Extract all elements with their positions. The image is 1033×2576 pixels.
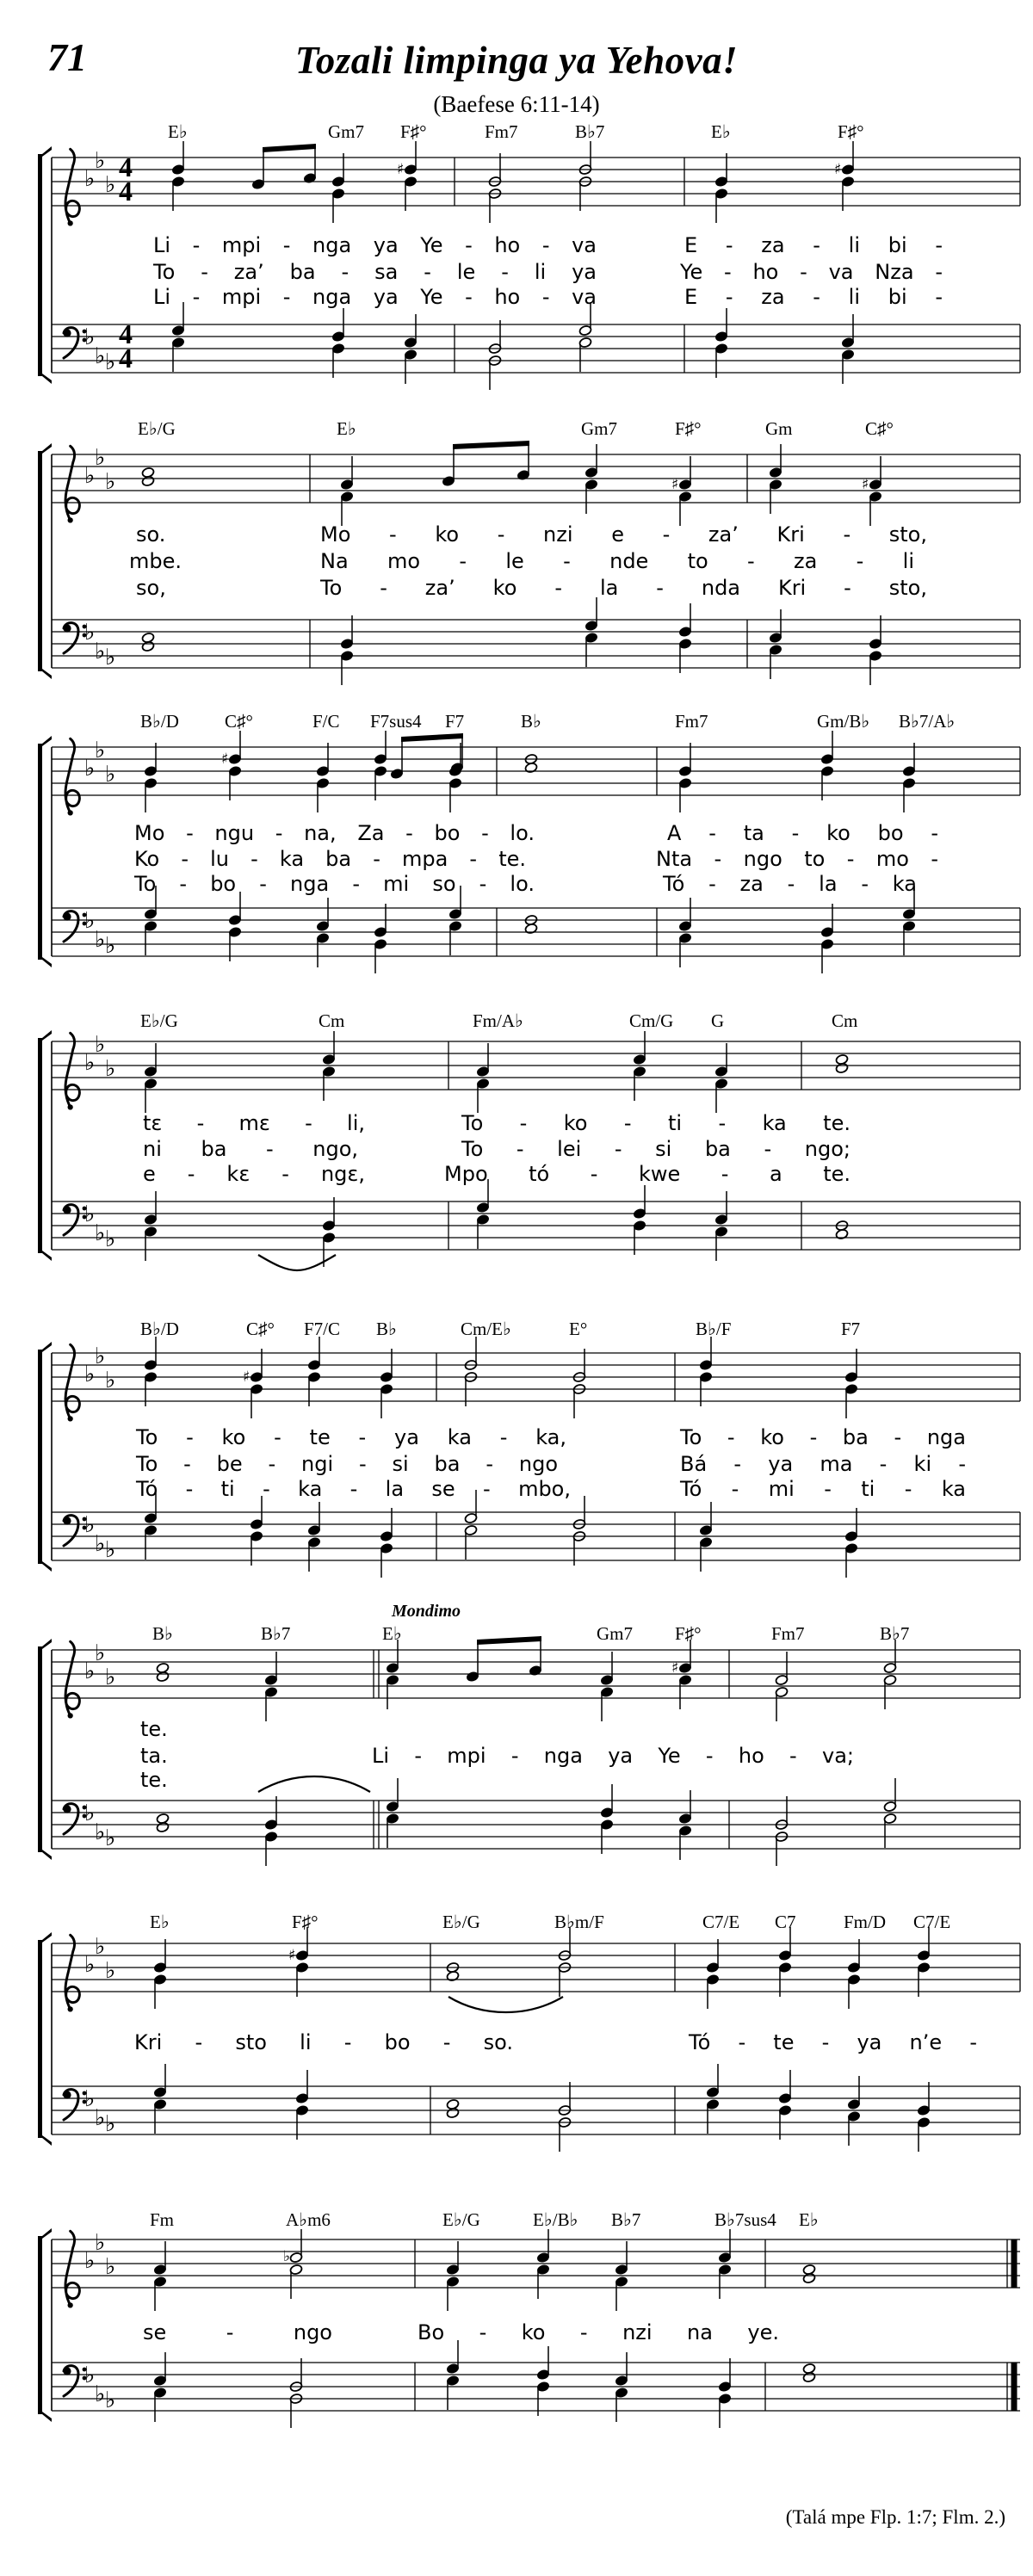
slur [258, 1776, 370, 1792]
lyric-segment: To - be - ngi - si ba - ngo [136, 1452, 558, 1476]
notehead [802, 2371, 816, 2382]
chord-symbol: B♭7 [261, 1623, 291, 1644]
flat-icon: ♭ [105, 2388, 116, 2413]
flat-icon: ♭ [95, 738, 106, 763]
system-bracket [38, 1646, 42, 1852]
flat-icon: ♭ [95, 927, 106, 953]
chord-symbol: B♭7sus4 [714, 2209, 776, 2230]
treble-clef-icon [65, 738, 79, 815]
chord-symbol: Fm7 [485, 121, 518, 142]
chord-symbol: F7 [445, 711, 465, 732]
bracket-tip-top [42, 1932, 52, 1943]
time-signature-top: 4 [119, 151, 133, 182]
lyric-segment: Ye - ho - va Nza - [680, 260, 943, 284]
flat-icon: ♭ [84, 324, 96, 350]
treble-clef-icon [65, 1935, 79, 2011]
flat-icon: ♭ [84, 1512, 96, 1538]
chord-symbol: E♭ [337, 418, 356, 439]
chord-symbol: C♯° [865, 418, 894, 439]
flat-icon: ♭ [105, 1958, 116, 1984]
flat-icon: ♭ [105, 1226, 116, 1252]
lyric-segment: Kri - sto li - bo - so. [134, 2030, 513, 2054]
bracket-tip-top [42, 1639, 52, 1649]
chord-symbol: Fm/A♭ [473, 1010, 523, 1031]
lyric-segment: E - za - li bi - [684, 233, 943, 257]
lyric-segment: tɛ - mɛ - li, [143, 1111, 365, 1135]
chord-symbol: B♭ [376, 1319, 397, 1339]
slur [448, 1997, 563, 2012]
time-signature-bottom: 4 [119, 343, 133, 374]
bass-clef-icon [63, 1804, 86, 1834]
notehead [446, 2107, 460, 2118]
lyric-segment: mbe. [129, 549, 182, 573]
chord-symbol: C7 [775, 1912, 796, 1932]
beam [263, 144, 316, 152]
flat-icon: ♭ [84, 166, 96, 192]
flat-icon: ♭ [95, 1344, 106, 1369]
chord-symbol: Cm [832, 1010, 858, 1031]
treble-clef-icon [65, 1344, 79, 1421]
chord-symbol: E♭/G [140, 1010, 178, 1031]
lyric-segment: Li - mpi - nga ya Ye - ho - va [153, 233, 597, 257]
chord-symbol: F♯° [675, 418, 702, 439]
lyric-segment: To - lei - si ba - ngo; [461, 1137, 851, 1161]
chord-symbol: B♭7 [880, 1623, 910, 1644]
treble-clef-icon [65, 446, 79, 522]
notehead [141, 640, 155, 652]
flat-icon: ♭ [105, 1368, 116, 1393]
flat-icon: ♭ [95, 343, 106, 369]
lyric-segment: To - ko - te - ya ka - ka, [136, 1425, 566, 1449]
chord-symbol: F♯° [400, 121, 427, 142]
system-bracket [38, 2236, 42, 2414]
bass-clef-icon [63, 2090, 86, 2120]
bracket-tip-top [42, 443, 52, 454]
lyric-segment: Nta - ngo to - mo - [656, 847, 938, 871]
sharp-icon: ♯ [288, 1947, 296, 1964]
lyric-segment: To - za’ ko - la - nda Kri - sto, [320, 576, 927, 600]
lyric-segment: so. [136, 522, 166, 547]
treble-clef-icon [65, 1641, 79, 1718]
sharp-icon: ♯ [221, 751, 229, 768]
chord-symbol: B♭7 [611, 2209, 641, 2230]
flat-icon: ♭ [84, 463, 96, 489]
system-bracket [38, 1350, 42, 1564]
flat-icon: ♭ [105, 349, 116, 375]
bass-clef-icon [63, 623, 86, 653]
lyric-segment: To - ko - ti - ka te. [461, 1111, 851, 1135]
time-signature-top: 4 [119, 318, 133, 349]
chord-symbol: E♭ [150, 1912, 170, 1932]
lyric-segment: Li - mpi - nga ya Ye - ho - va; [372, 1744, 854, 1768]
bracket-tip-bottom [42, 2135, 52, 2146]
lyric-segment: ta. [140, 1744, 168, 1768]
chord-symbol: F♯° [838, 121, 864, 142]
chord-symbol: E♭ [799, 2209, 819, 2230]
chord-symbol: E♭ [168, 121, 188, 142]
hymn-number: 71 [47, 35, 87, 79]
lyric-segment: Na mo - le - nde to - za - li [320, 549, 914, 573]
beam [401, 733, 463, 742]
hymn-title: Tozali limpinga ya Yehova! [294, 39, 739, 82]
sharp-icon: ♯ [862, 476, 869, 493]
time-signature-bottom: 4 [119, 176, 133, 207]
chord-symbol: A♭m6 [286, 2209, 331, 2230]
notehead [802, 2272, 816, 2283]
system-bracket [38, 744, 42, 960]
lyric-segment: te. [140, 1768, 168, 1792]
chord-symbol: C♯° [225, 711, 253, 732]
chord-symbol: Fm [150, 2209, 175, 2230]
lyric-segment: Tó - za - la - ka [663, 872, 917, 896]
lyric-segment: Bá - ya ma - ki - [680, 1452, 966, 1476]
chord-symbol: Gm [765, 418, 793, 439]
flat-icon: ♭ [95, 1032, 106, 1058]
flat-icon: ♭ [105, 1537, 116, 1563]
chord-symbol: E♭/G [442, 1912, 480, 1932]
system-bracket [38, 451, 42, 671]
lyric-segment: To - za’ ba - sa - le - li ya [153, 260, 597, 284]
sharp-icon: ♯ [671, 476, 679, 493]
chord-symbol: Cm [319, 1010, 345, 1031]
chord-symbol: B♭/D [140, 1319, 179, 1339]
flat-icon: ♭ [84, 2363, 96, 2388]
sharp-icon: ♯ [671, 1659, 679, 1677]
lyric-segment: Li - mpi - nga ya Ye - ho - va [153, 285, 597, 309]
bass-clef-icon [63, 2366, 86, 2396]
notehead [156, 1671, 170, 1682]
flat-icon: ♭ [105, 645, 116, 670]
chord-symbol: Gm7 [328, 121, 364, 142]
flat-icon: ♭ [84, 756, 96, 781]
lyric-segment: Mo - ngu - na, Za - bo - lo. [134, 821, 535, 845]
lyric-segment: Ko - lu - ka ba - mpa - te. [134, 847, 526, 871]
bracket-tip-bottom [42, 1561, 52, 1572]
bass-clef-icon [63, 1516, 86, 1546]
chord-symbol: F♯° [292, 1912, 319, 1932]
lyric-segment: A - ta - ko bo - [667, 821, 938, 845]
bracket-tip-top [42, 736, 52, 746]
flat-icon: ♭ [95, 2381, 106, 2407]
bracket-tip-bottom [42, 1251, 52, 1261]
system-bracket [38, 1038, 42, 1253]
bracket-tip-bottom [42, 2412, 52, 2422]
chord-symbol: Gm/B♭ [817, 711, 870, 732]
flat-icon: ♭ [84, 1801, 96, 1826]
flat-icon: ♭ [95, 1531, 106, 1557]
beam [453, 441, 529, 449]
bracket-tip-bottom [42, 1850, 52, 1860]
flat-icon: ♭ [84, 1952, 96, 1978]
lyric-segment: Tó - ti - ka - la se - mbo, [136, 1477, 571, 1501]
chord-symbol: Fm7 [771, 1623, 805, 1644]
notehead [141, 475, 155, 486]
chord-symbol: E♭/G [442, 2209, 480, 2230]
flat-icon: ♭ [105, 1665, 116, 1690]
bass-clef-icon [63, 328, 86, 358]
flat-icon: ♭ [95, 1819, 106, 1845]
flat-icon: ♭ [84, 1050, 96, 1076]
bass-clef-icon [63, 1205, 86, 1235]
flat-icon: ♭ [95, 148, 106, 174]
bracket-tip-bottom [42, 374, 52, 384]
lyric-segment: ni ba - ngo, [143, 1137, 358, 1161]
flat-icon: ♭ [95, 2230, 106, 2256]
chord-symbol: C7/E [913, 1912, 951, 1932]
chord-symbol: Fm7 [675, 711, 708, 732]
bracket-tip-top [42, 1030, 52, 1041]
chord-symbol: C♯° [246, 1319, 275, 1339]
flat-icon: ♭ [84, 2086, 96, 2112]
chord-symbol: B♭/D [140, 711, 179, 732]
flat-icon: ♭ [105, 2111, 116, 2137]
chord-symbol: Gm7 [597, 1623, 633, 1644]
lyric-segment: Mo - ko - nzi e - za’ Kri - sto, [320, 522, 927, 547]
flat-icon: ♭ [95, 2105, 106, 2131]
section-label-mondimo: Mondimo [392, 1602, 461, 1621]
bass-clef-icon [63, 911, 86, 942]
bracket-tip-bottom [42, 957, 52, 967]
flat-icon: ♭ [95, 639, 106, 664]
chord-symbol: B♭ [152, 1623, 173, 1644]
flat-icon: ♭ [105, 172, 116, 198]
chord-symbol: F7 [841, 1319, 861, 1339]
treble-clef-icon [65, 2231, 79, 2307]
chord-symbol: E♭ [711, 121, 731, 142]
bracket-tip-top [42, 1342, 52, 1352]
treble-clef-icon [65, 149, 79, 225]
chord-symbol: B♭7 [575, 121, 605, 142]
lyric-segment: To - bo - nga - mi so - lo. [134, 872, 535, 896]
system-bracket [38, 154, 42, 376]
lyric-segment: te. [140, 1717, 168, 1741]
chord-symbol: Cm/E♭ [461, 1319, 511, 1339]
scripture-reference: (Baefese 6:11-14) [433, 91, 600, 117]
treble-clef-icon [65, 1033, 79, 1109]
flat-icon: ♭ [84, 2248, 96, 2274]
chord-symbol: G [711, 1010, 725, 1031]
lyric-segment: se - ngo [143, 2320, 332, 2344]
flat-icon: ♭ [95, 1220, 106, 1246]
chord-symbol: Cm/G [629, 1010, 674, 1031]
bracket-tip-bottom [42, 669, 52, 679]
chord-symbol: B♭ [521, 711, 541, 732]
lyric-segment: E - za - li bi - [684, 285, 943, 309]
chord-symbol: B♭7/A♭ [899, 711, 956, 732]
flat-icon: ♭ [105, 762, 116, 788]
chord-symbol: Fm/D [844, 1912, 887, 1932]
chord-symbol: F♯° [675, 1623, 702, 1644]
chord-symbol: E° [569, 1319, 588, 1339]
lyric-segment: e - kɛ - ngɛ, [143, 1162, 365, 1186]
lyric-segment: Tó - te - ya n’e - [689, 2030, 977, 2054]
notehead [835, 1062, 849, 1073]
flat-icon: ♭ [105, 933, 116, 959]
flat-icon: ♭ [105, 1056, 116, 1082]
lyric-segment: Bo - ko - nzi na ye. [418, 2320, 779, 2344]
chord-symbol: F7/C [304, 1319, 341, 1339]
chord-symbol: B♭/F [696, 1319, 732, 1339]
chord-symbol: F/C [312, 711, 340, 732]
footer-scripture-reference: (Talá mpe Flp. 1:7; Flm. 2.) [785, 2506, 1005, 2528]
flat-icon: ♭ [283, 2248, 291, 2265]
beam [477, 1636, 541, 1645]
flat-icon: ♭ [84, 1362, 96, 1387]
notehead [156, 1821, 170, 1832]
flat-icon: ♭ [84, 908, 96, 934]
chord-symbol: C7/E [702, 1912, 740, 1932]
system-bracket [38, 1940, 42, 2138]
flat-icon: ♭ [105, 2254, 116, 2280]
chord-symbol: E♭/G [138, 418, 176, 439]
sharp-icon: ♯ [834, 161, 842, 178]
lyric-segment: so, [136, 576, 166, 600]
chord-symbol: F7sus4 [370, 711, 422, 732]
sharp-icon: ♯ [243, 1368, 251, 1386]
sharp-icon: ♯ [397, 161, 405, 178]
flat-icon: ♭ [95, 1934, 106, 1960]
lyric-segment: Tó - mi - ti - ka [680, 1477, 966, 1501]
chord-symbol: B♭m/F [554, 1912, 604, 1932]
flat-icon: ♭ [95, 1640, 106, 1666]
flat-icon: ♭ [84, 1202, 96, 1227]
lyric-segment: Mpo tó - kwe - a te. [444, 1162, 851, 1186]
chord-symbol: Gm7 [581, 418, 617, 439]
bracket-tip-top [42, 2228, 52, 2239]
flat-icon: ♭ [105, 469, 116, 495]
flat-icon: ♭ [84, 1659, 96, 1684]
flat-icon: ♭ [95, 445, 106, 471]
chord-symbol: E♭/B♭ [533, 2209, 578, 2230]
flat-icon: ♭ [105, 1825, 116, 1851]
bracket-tip-top [42, 146, 52, 157]
chord-symbol: E♭ [382, 1623, 402, 1644]
flat-icon: ♭ [84, 620, 96, 646]
lyric-segment: To - ko - ba - nga [680, 1425, 966, 1449]
